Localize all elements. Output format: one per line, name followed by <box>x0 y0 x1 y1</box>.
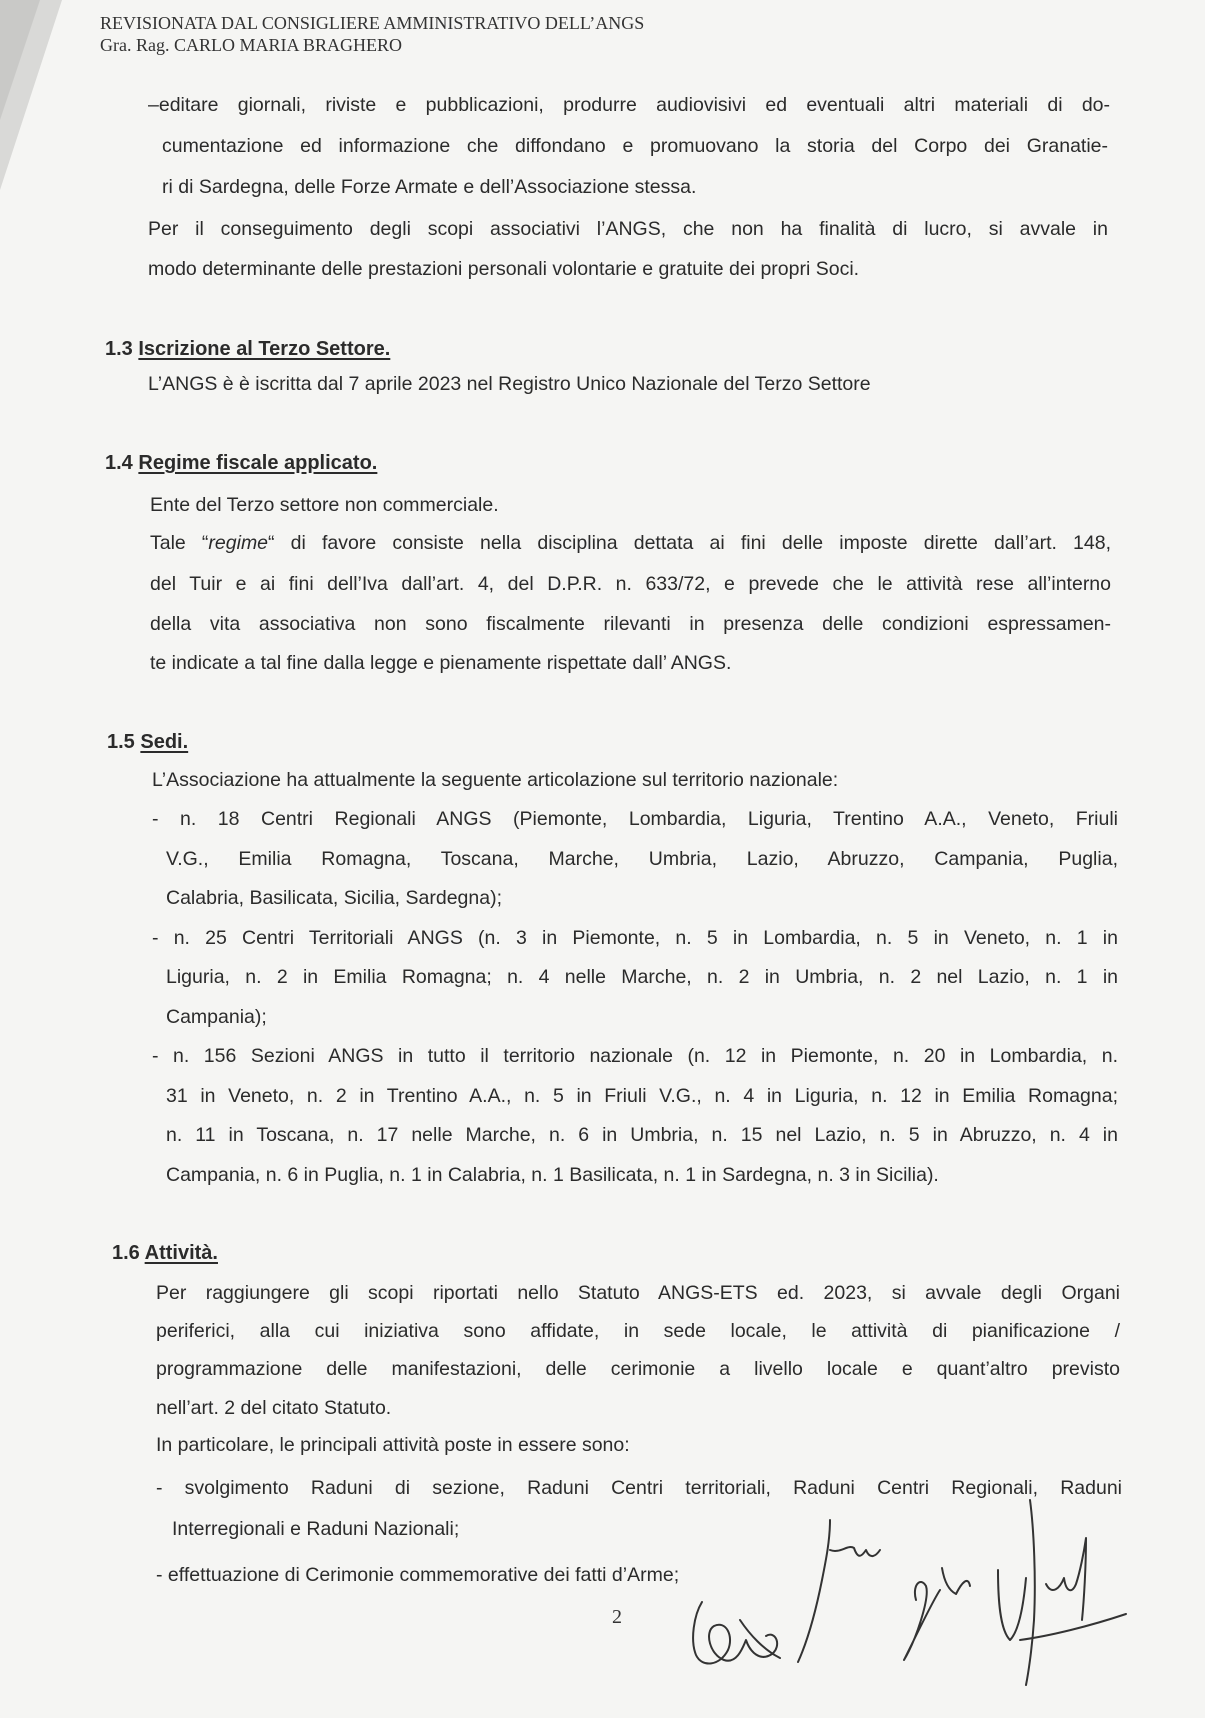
s15-line-1: L’Associazione ha attualmente la seguente articolazione sul territorio nazionale: <box>152 769 839 791</box>
intro-line-2: cumentazione ed informazione che diffondano e promuovano la storia del Corpo dei Granatie- <box>162 135 1108 157</box>
intro-line-1: –editare giornali, riviste e pubblicazioni, produrre audiovisivi ed eventuali altri materiali di do- <box>148 94 1110 116</box>
s15-bullet3-line-4: Campania, n. 6 in Puglia, n. 1 in Calabria, n. 1 Basilicata, n. 1 in Sardegna, n. 3 in Sicilia). <box>166 1164 939 1186</box>
s16-line-3: programmazione delle manifestazioni, delle cerimonie a livello locale e quant’altro previsto <box>156 1358 1120 1380</box>
s14-line-2a: Tale “ <box>150 532 209 554</box>
s14-line-2 <box>150 532 1111 555</box>
section-title: Attività. <box>144 1242 218 1264</box>
s16-line-1: Per raggiungere gli scopi riportati nello Statuto ANGS-ETS ed. 2023, si avvale degli Organi <box>156 1282 1120 1304</box>
section-number: 1.6 <box>112 1242 140 1264</box>
s15-bullet2-line-1: - n. 25 Centri Territoriali ANGS (n. 3 in Piemonte, n. 5 in Lombardia, n. 5 in Veneto, n. 1 in <box>152 927 1118 949</box>
s14-line-2-emphasis: regime <box>208 532 269 554</box>
s14-line-1: Ente del Terzo settore non commerciale. <box>150 494 499 516</box>
section-heading-1-4 <box>105 452 377 475</box>
s16-bullet1-line-2: Interregionali e Raduni Nazionali; <box>172 1518 460 1540</box>
s15-bullet1-line-2: V.G., Emilia Romagna, Toscana, Marche, Umbria, Lazio, Abruzzo, Campania, Puglia, <box>166 848 1118 870</box>
s14-line-5: te indicate a tal fine dalla legge e pienamente rispettate dall’ ANGS. <box>150 652 732 674</box>
handwritten-signatures <box>680 1490 1150 1690</box>
intro-line-5: modo determinante delle prestazioni personali volontarie e gratuite dei propri Soci. <box>148 258 860 280</box>
s15-bullet2-line-2: Liguria, n. 2 in Emilia Romagna; n. 4 nelle Marche, n. 2 in Umbria, n. 2 nel Lazio, n. 1 in <box>166 966 1118 988</box>
s16-line-2: periferici, alla cui iniziativa sono affidate, in sede locale, le attività di pianificazione / <box>156 1320 1120 1342</box>
section-heading-1-6 <box>112 1242 218 1265</box>
s14-line-3: del Tuir e ai fini dell’Iva dall’art. 4, del D.P.R. n. 633/72, e prevede che le attività rese all’interno <box>150 573 1111 595</box>
section-title: Iscrizione al Terzo Settore. <box>138 338 391 360</box>
s16-bullet1-line-1: - svolgimento Raduni di sezione, Raduni Centri territoriali, Raduni Centri Regionali, Raduni <box>156 1477 1122 1499</box>
s16-line-4: nell’art. 2 del citato Statuto. <box>156 1397 392 1419</box>
s13-line-1: L’ANGS è è iscritta dal 7 aprile 2023 nel Registro Unico Nazionale del Terzo Settore <box>148 373 871 395</box>
document-header <box>100 12 644 56</box>
s15-bullet3-line-2: 31 in Veneto, n. 2 in Trentino A.A., n. 5 in Friuli V.G., n. 4 in Liguria, n. 12 in Emilia Romagna; <box>166 1085 1118 1107</box>
s15-bullet2-line-3: Campania); <box>166 1006 267 1028</box>
section-number: 1.5 <box>107 731 135 753</box>
section-number: 1.3 <box>105 338 133 360</box>
s16-line-5: In particolare, le principali attività poste in essere sono: <box>156 1434 630 1456</box>
s15-bullet3-line-3: n. 11 in Toscana, n. 17 nelle Marche, n. 6 in Umbria, n. 15 nel Lazio, n. 5 in Abruzzo, n. 4 in <box>166 1124 1118 1146</box>
intro-line-3: ri di Sardegna, delle Forze Armate e dell’Associazione stessa. <box>162 176 697 198</box>
section-heading-1-5 <box>107 731 188 754</box>
section-title: Sedi. <box>140 731 189 753</box>
header-author-line: Gra. Rag. CARLO MARIA BRAGHERO <box>100 35 403 55</box>
s15-bullet1-line-3: Calabria, Basilicata, Sicilia, Sardegna); <box>166 887 502 909</box>
s15-bullet3-line-1: - n. 156 Sezioni ANGS in tutto il territorio nazionale (n. 12 in Piemonte, n. 20 in Lombardia, n. <box>152 1045 1118 1067</box>
intro-line-4: Per il conseguimento degli scopi associativi l’ANGS, che non ha finalità di lucro, si avvale in <box>148 218 1108 240</box>
s15-bullet1-line-1: - n. 18 Centri Regionali ANGS (Piemonte, Lombardia, Liguria, Trentino A.A., Veneto, Friuli <box>152 808 1118 830</box>
page-number: 2 <box>612 1606 622 1628</box>
s14-line-2c: “ di favore consiste nella disciplina dettata ai fini delle imposte dirette dall’art. 148, <box>268 532 1112 554</box>
s14-line-4: della vita associativa non sono fiscalmente rilevanti in presenza delle condizioni espressamen- <box>150 613 1111 635</box>
section-number: 1.4 <box>105 452 133 474</box>
section-title: Regime fiscale applicato. <box>138 452 378 474</box>
header-revision-line: REVISIONATA DAL CONSIGLIERE AMMINISTRATIVO DELL’ANGS <box>100 13 645 33</box>
section-heading-1-3 <box>105 338 390 361</box>
s16-bullet2-line-1: - effettuazione di Cerimonie commemorative dei fatti d’Arme; <box>156 1564 680 1586</box>
